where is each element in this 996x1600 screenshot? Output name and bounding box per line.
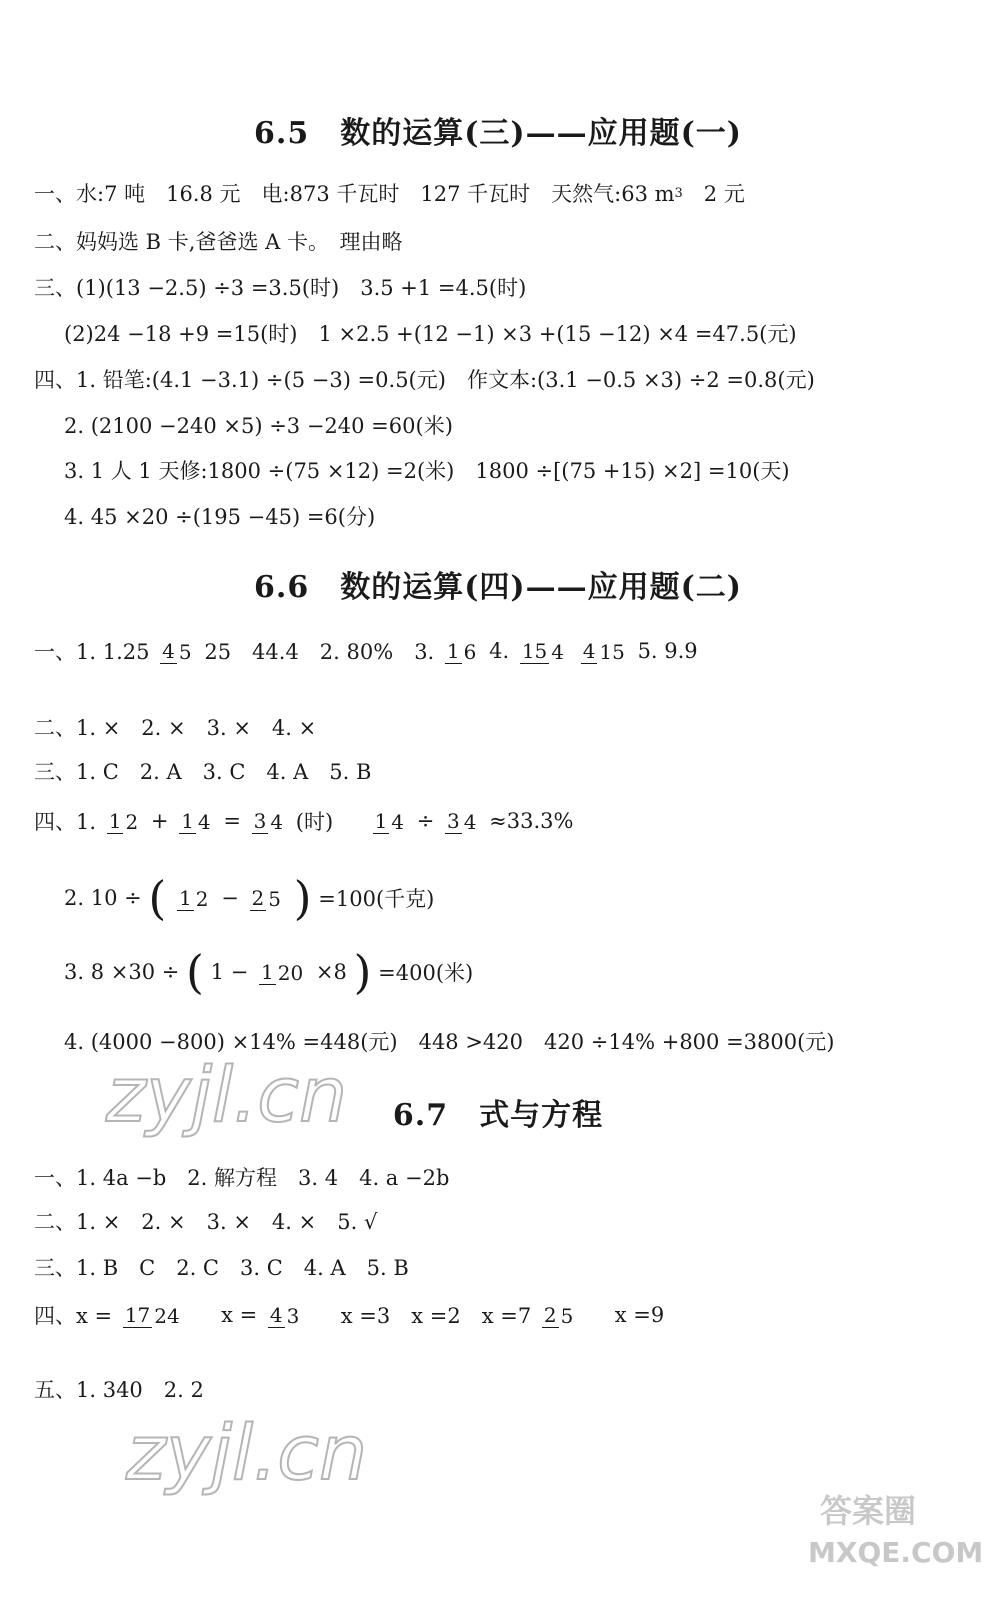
fraction: 17 24: [124, 1303, 180, 1328]
answer-line: [34, 636, 698, 666]
answer-text: 2. 10 ÷: [64, 886, 142, 910]
superscript: 3: [674, 185, 683, 201]
answer-line: 2. (2100 −240 ×5) ÷3 −240 =60(米): [64, 414, 453, 438]
fraction: 15 4: [521, 639, 564, 664]
answer-line: 二、妈妈选 B 卡,爸爸选 A 卡。 理由略: [34, 230, 403, 254]
operator: =: [223, 809, 241, 833]
fraction: 2 5: [543, 1303, 574, 1328]
answer-text: 25 44.4 2. 80% 3.: [204, 640, 435, 664]
fraction: 1 2: [179, 886, 209, 911]
answer-line: 4. (4000 −800) ×14% =448(元) 448 >420 420 ÷14% +800 =3800(元): [64, 1030, 835, 1054]
answer-text: ×8: [315, 960, 347, 984]
answer-text: x =3 x =2 x =7: [340, 1304, 532, 1328]
answer-text: (时): [295, 810, 334, 834]
section-title-6-7: 6.7 式与方程: [392, 1098, 604, 1133]
answer-text: =400(米): [378, 961, 474, 985]
answer-line: 4. 45 ×20 ÷(195 −45) =6(分): [64, 505, 376, 529]
answer-line: [34, 178, 745, 208]
watermark: zyjl.cn: [106, 1050, 348, 1139]
answer-text: 一、水:7 吨 16.8 元 电:873 千瓦时 127 千瓦时 天然气:63 m: [34, 182, 675, 206]
answer-text: 5. 9.9: [637, 639, 698, 663]
section-title-6-6: 6.6 数的运算(四)——应用题(二): [254, 570, 742, 605]
answer-line: 二、1. × 2. × 3. × 4. × 5. √: [34, 1210, 378, 1234]
fraction: 3 4: [253, 809, 284, 834]
answer-line: 三、1. C 2. A 3. C 4. A 5. B: [34, 760, 372, 784]
logo-url: MXQE.COM: [808, 1536, 984, 1569]
answer-text: 1 −: [210, 960, 249, 984]
answer-text: =100(千克): [318, 887, 435, 911]
answer-text: 四、x =: [34, 1304, 113, 1328]
answer-line: 五、1. 340 2. 2: [34, 1378, 204, 1402]
answer-text: 一、1. 1.25: [34, 640, 150, 664]
answer-line: 二、1. × 2. × 3. × 4. ×: [34, 716, 317, 740]
answer-text: 四、1.: [34, 810, 97, 834]
answer-line: 2. 10 ÷ ( 1 2 − 2 5 ) =100(千克): [64, 871, 435, 925]
fraction: 1 2: [108, 809, 139, 834]
fraction: 2 5: [251, 886, 281, 911]
section-title-6-5: 6.5 数的运算(三)——应用题(一): [254, 116, 742, 151]
answer-line: 3. 8 ×30 ÷ ( 1 − 1 20 ×8 ) =400(米): [64, 945, 474, 999]
answer-text: x =: [221, 1303, 258, 1327]
operator: ÷: [416, 809, 435, 833]
operator: −: [221, 886, 239, 910]
fraction: 4 5: [162, 639, 192, 664]
fraction: 1 6: [446, 639, 477, 664]
watermark: zyjl.cn: [126, 1408, 368, 1497]
answer-line: 三、1. B C 2. C 3. C 4. A 5. B: [34, 1256, 409, 1280]
fraction: 1 20: [261, 960, 304, 985]
operator: +: [150, 809, 169, 833]
answer-line: (2)24 −18 +9 =15(时) 1 ×2.5 +(12 −1) ×3 +(15 −12) ×4 =47.5(元): [64, 322, 797, 346]
fraction: 3 4: [447, 809, 477, 834]
answer-line: 三、(1)(13 −2.5) ÷3 =3.5(时) 3.5 +1 =4.5(时): [34, 276, 527, 300]
fraction: 4 3: [269, 1303, 300, 1328]
answer-text: 4.: [489, 639, 510, 663]
answer-line: 一、1. 4a −b 2. 解方程 3. 4 4. a −2b: [34, 1166, 450, 1190]
logo-text: 答案圈: [820, 1492, 917, 1530]
fraction: 1 4: [374, 809, 405, 834]
answer-text: 3. 8 ×30 ÷: [64, 960, 180, 984]
answer-text: x =9: [614, 1303, 665, 1327]
answer-line: [34, 1300, 664, 1330]
fraction: 4 15: [582, 639, 625, 664]
answer-line: 四、1. 铅笔:(4.1 −3.1) ÷(5 −3) =0.5(元) 作文本:(3.1 −0.5 ×3) ÷2 =0.8(元): [34, 368, 815, 392]
answer-text: ≈33.3%: [489, 809, 574, 833]
answer-line: 3. 1 人 1 天修:1800 ÷(75 ×12) =2(米) 1800 ÷[(75 +15) ×2] =10(天): [64, 459, 790, 483]
fraction: 1 4: [181, 809, 211, 834]
answer-text: 2 元: [682, 182, 745, 206]
answer-line: [34, 806, 573, 836]
